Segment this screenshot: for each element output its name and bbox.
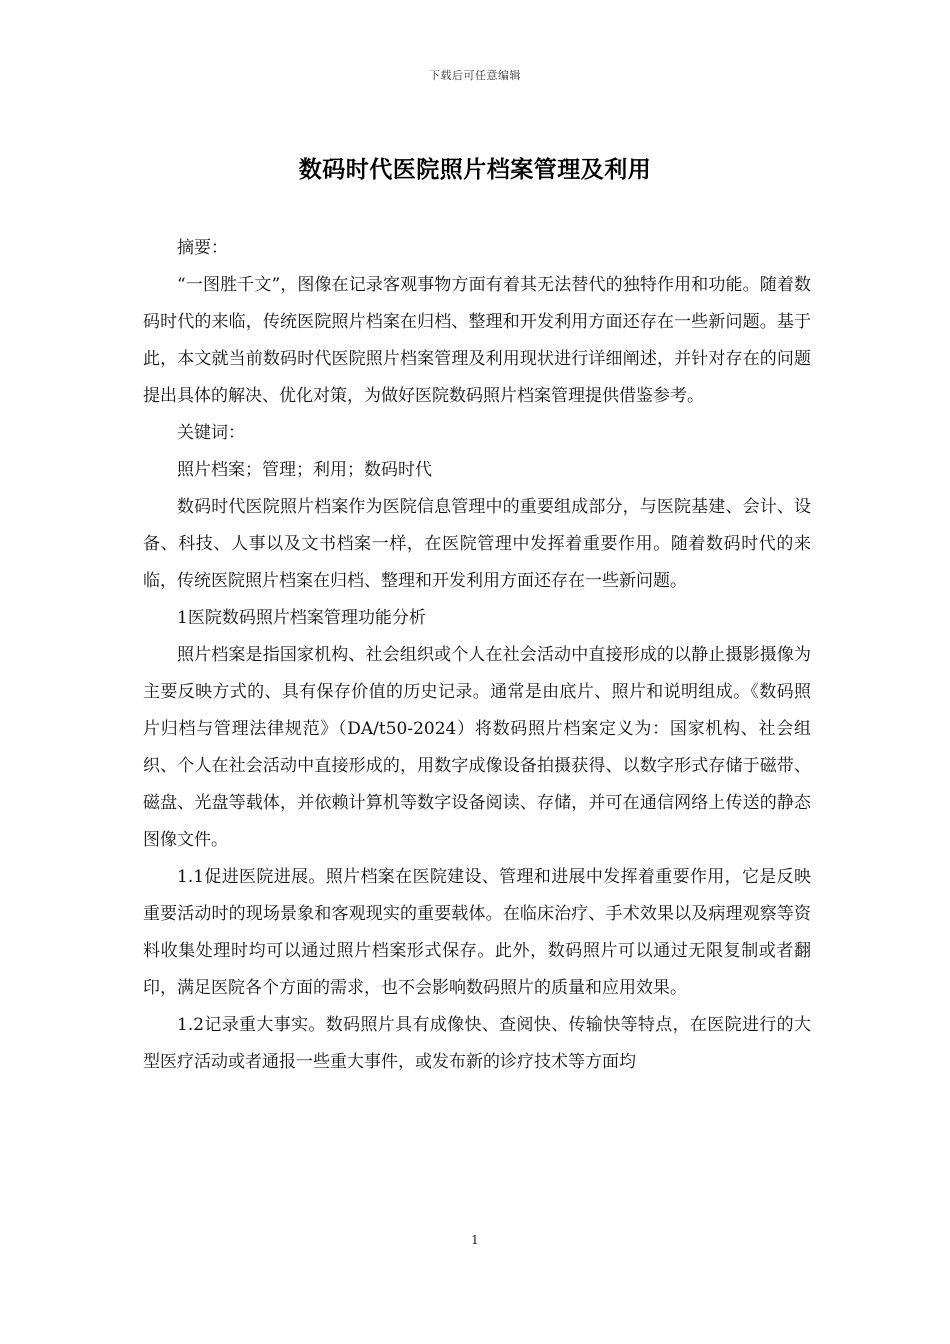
document-body [143,230,811,1081]
keywords-list: 照片档案；管理；利用；数码时代 [177,460,432,480]
document-title: 数码时代医院照片档案管理及利用 [298,156,652,183]
section-1-paragraph: 照片档案是指国家机构、社会组织或个人在社会活动中直接形成的以静止摄影摄像为主要反映方式的、具有保存价值的历史记录。通常是由底片、照片和说明组成。《数码照片归档与管理法律规范》（DA/t50-2024）将数码照片档案定义为：国家机构、社会组织、个人在社会活动中直接形成的，用数字成像设备拍摄获得、以数字形式存储于磁带、磁盘、光盘等载体，并依赖计算机等数字设备阅读、存储，并可在通信网络上传送的静态图像文件。 [143,645,811,850]
page-header-note: 下载后可任意编辑 [429,69,521,82]
page-number: 1 [471,1233,479,1247]
subsection-1-1-paragraph: 1.1促进医院进展。照片档案在医院建设、管理和进展中发挥着重要作用，它是反映重要活动时的现场景象和客观现实的重要载体。在临床治疗、手术效果以及病理观察等资料收集处理时均可以通过照片档案形式保存。此外，数码照片可以通过无限复制或者翻印，满足医院各个方面的需求，也不会影响数码照片的质量和应用效果。 [143,867,811,998]
section-heading-1: 1医院数码照片档案管理功能分析 [177,608,426,628]
subsection-1-2-paragraph: 1.2记录重大事实。数码照片具有成像快、查阅快、传输快等特点，在医院进行的大型医疗活动或者通报一些重大事件，或发布新的诊疗技术等方面均 [143,1015,811,1072]
keywords-heading: 关键词： [177,423,245,443]
abstract-heading: 摘要： [177,238,228,258]
abstract-paragraph: “一图胜千文”，图像在记录客观事物方面有着其无法替代的独特作用和功能。随着数码时代的来临，传统医院照片档案在归档、整理和开发利用方面还存在一些新问题。基于此，本文就当前数码时代医院照片档案管理及利用现状进行详细阐述，并针对存在的问题提出具体的解决、优化对策，为做好医院数码照片档案管理提供借鉴参考。 [143,275,811,406]
intro-paragraph: 数码时代医院照片档案作为医院信息管理中的重要组成部分，与医院基建、会计、设备、科技、人事以及文书档案一样，在医院管理中发挥着重要作用。随着数码时代的来临，传统医院照片档案在归档、整理和开发利用方面还存在一些新问题。 [143,497,811,591]
